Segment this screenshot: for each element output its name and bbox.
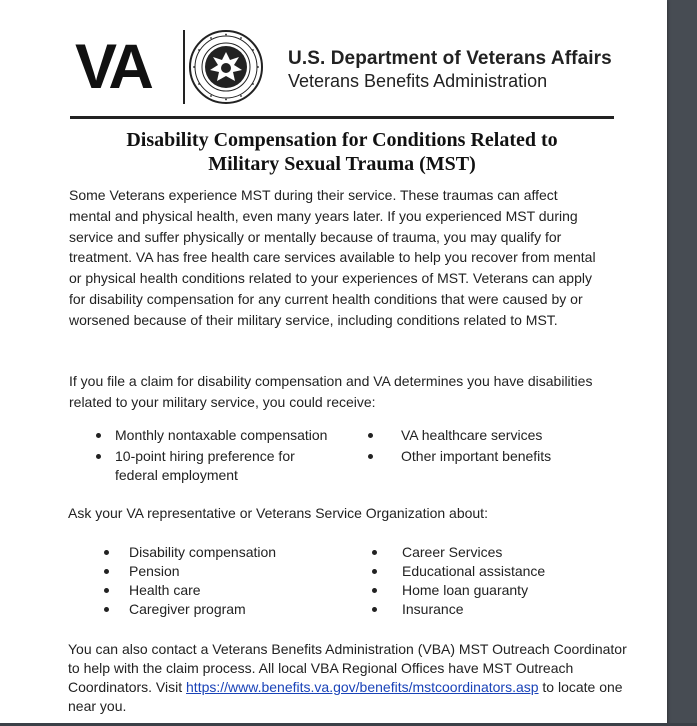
bullet-icon (96, 433, 101, 438)
header-rule (70, 116, 614, 119)
mst-coordinators-link[interactable]: https://www.benefits.va.gov/benefits/mstcoordinators.asp (186, 679, 539, 695)
title-line-2: Military Sexual Trauma (MST) (208, 153, 476, 175)
list-item: Caregiver program (104, 600, 324, 619)
bullet-icon (368, 454, 373, 459)
receive-list-left (96, 426, 336, 487)
ask-list-right (372, 543, 592, 619)
contact-paragraph: You can also contact a Veterans Benefits Administration (VBA) MST Outreach Coordinator to help with the claim process. All local VBA Regional Offices have MST Outreach Coordinators. Visit https://www.benefits.va.gov/benefits/mstcoordinators.asp to locate one near you. (68, 641, 627, 714)
list-item: Monthly nontaxable compensation (96, 426, 336, 445)
list-item: 10-point hiring preference for federal employment (96, 447, 336, 485)
bullet-icon (104, 588, 109, 593)
list-item: Disability compensation (104, 543, 324, 562)
ask-paragraph: Ask your VA representative or Veterans Service Organization about: (68, 505, 488, 521)
receive-list-right (368, 426, 568, 468)
department-name (288, 48, 612, 92)
bullet-icon (372, 588, 377, 593)
list-item: Insurance (372, 600, 592, 619)
logo-divider (183, 30, 185, 104)
document-title (70, 128, 614, 176)
bullet-icon (104, 550, 109, 555)
list-item: VA healthcare services (368, 426, 568, 445)
claim-paragraph: If you file a claim for disability compensation and VA determines you have disabilities related to your military service, you could receive: (69, 373, 593, 410)
ask-list-left (104, 543, 324, 619)
bullet-icon (372, 569, 377, 574)
bullet-icon (96, 454, 101, 459)
letterhead (75, 28, 615, 108)
intro-paragraph: Some Veterans experience MST during their service. These traumas can affect mental and physical health, even many years later. If you experienced MST during service and suffer physically or mentally because of trauma, you may qualify for treatment. VA has free health care services available to help you recover from mental or physical health conditions related to your experiences of MST. Veterans can apply for disability compensation for any current health conditions that were caused by or worsened because of their military service, including conditions related to MST. (69, 187, 596, 328)
list-item: Career Services (372, 543, 592, 562)
list-item: Pension (104, 562, 324, 581)
bullet-icon (372, 607, 377, 612)
administration-title: Veterans Benefits Administration (288, 71, 548, 91)
bullet-icon (104, 607, 109, 612)
va-logo: VA (75, 32, 150, 102)
department-title: U.S. Department of Veterans Affairs (288, 48, 612, 69)
list-item: Health care (104, 581, 324, 600)
list-item: Home loan guaranty (372, 581, 592, 600)
bullet-icon (372, 550, 377, 555)
list-item: Other important benefits (368, 447, 568, 466)
list-item: Educational assistance (372, 562, 592, 581)
va-seal-icon (189, 30, 263, 104)
bullet-icon (104, 569, 109, 574)
title-line-1: Disability Compensation for Conditions Related to (126, 129, 558, 151)
bullet-icon (368, 433, 373, 438)
